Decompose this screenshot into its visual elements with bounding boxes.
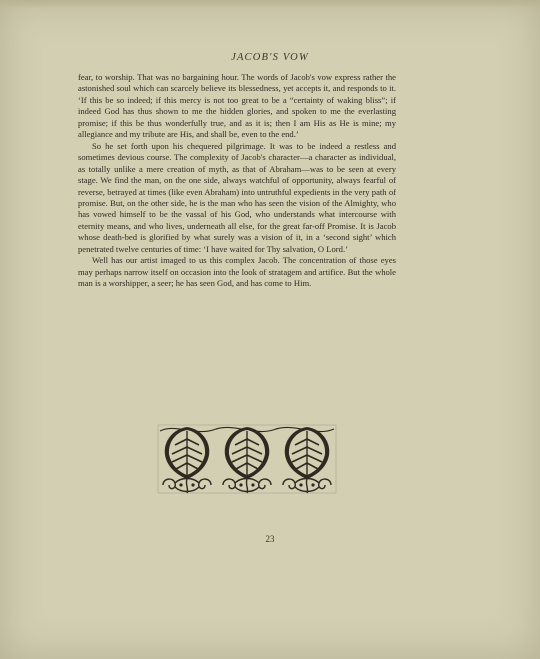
page-number: 23	[265, 534, 275, 544]
paragraph-3: Well has our artist imaged to us this complex Jacob. The concentration of those eyes may perhaps narrow itself on occasion into the look of stratagem and artifice. But the whole man is a worshipper, a seer; he has seen God, and has come to Him.	[78, 255, 396, 289]
body-text	[78, 72, 396, 290]
paragraph-1: fear, to worship. That was no bargaining hour. The words of Jacob's vow express rather the astonished soul which can scarcely believe its blessedness, yet accepts it, and responds to it. ‘If this be so indeed; if this mercy is not too great to be a “certainty of waking bliss”; if indeed God has thus shown to me the hidden glories, and spoken to me the everlasting promise; if this be thus wonderfully true, and as it is; then I am His as He is mine; my allegiance and my tribute are His, and shall be, even to the end.’	[78, 72, 396, 140]
paragraph-2: So he set forth upon his chequered pilgrimage. It was to be indeed a restless and sometimes devious course. The complexity of Jacob's character—a character as individual, as totally unlike a mere creation of myth, as that of Abraham—was to be seen at every stage. We find the man, on the one side, always watchful of opportunity, always fearful of reverse, betrayed at times (like even Abraham) into untruthful expedients in the very path of promise. But, on the other side, he is the man who has seen the vision of the Almighty, who has vowed himself to be the vassal of his God, who understands what intercourse with eternity means, and who lives, underneath all else, for the great far-off Promise. It is Jacob whose death-bed is glorified by what surely was a vision of it, in a ‘second sight’ which penetrated twelve centuries of time: ‘I have waited for Thy salvation, O Lord.’	[78, 140, 396, 254]
leaf-scroll-tailpiece-icon	[156, 423, 338, 495]
page-edge-shadow	[0, 0, 540, 8]
running-head: JACOB'S VOW	[231, 52, 309, 63]
